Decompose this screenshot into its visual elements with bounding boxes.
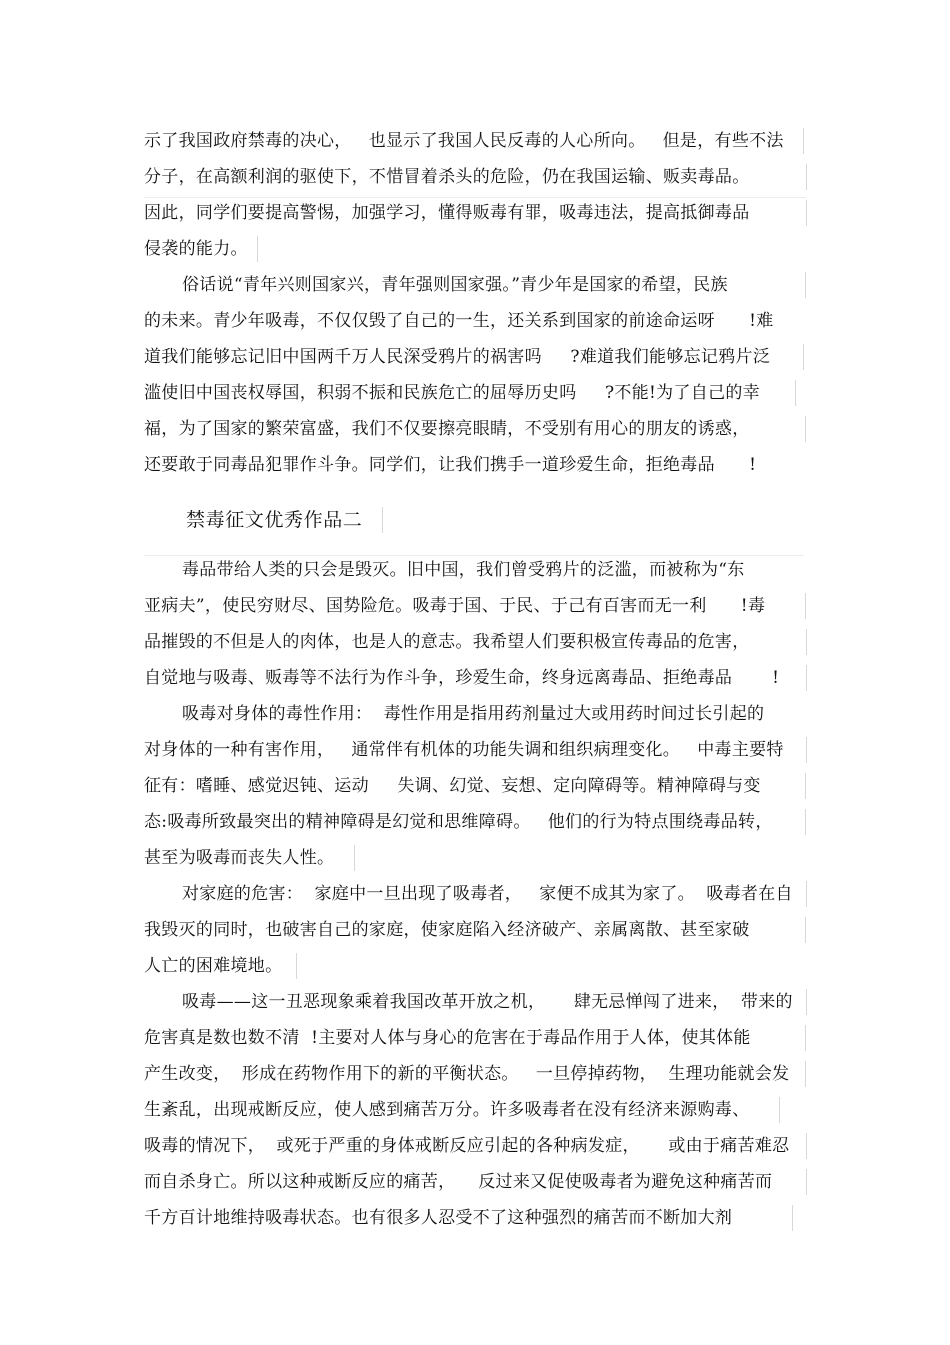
scan-artifact-rule <box>257 236 258 262</box>
scan-artifact-rule <box>805 593 806 619</box>
paragraph-line: 生紊乱，出现戒断反应，使人感到痛苦万分。许多吸毒者在没有经济来源购毒、 <box>144 1100 750 1120</box>
paragraph-line: 吸毒对身体的毒性作用： 毒性作用是指用药剂量过大或用药时间过长引起的 <box>182 704 765 724</box>
paragraph-line: 自觉地与吸毒、贩毒等不法行为作斗争，珍爱生命，终身远离毒品、拒绝毒品 ! <box>144 668 780 688</box>
scan-artifact-rule <box>806 881 807 907</box>
paragraph-line: 俗话说“青年兴则国家兴，青年强则国家强。”青少年是国家的希望，民族 <box>182 275 728 295</box>
paragraph-line: 甚至为吸毒而丧失人性。 <box>144 848 335 868</box>
scan-artifact-rule <box>806 665 807 691</box>
paragraph-line: 危害真是数也数不清 !主要对人体与身心的危害在于毒品作用于人体，使其体能 <box>144 1028 751 1048</box>
paragraph-line: 示了我国政府禁毒的决心， 也显示了我国人民反毒的人心所向。 但是，有些不法 <box>144 131 784 151</box>
paragraph-line: 侵袭的能力。 <box>144 239 248 259</box>
scan-artifact-rule <box>354 845 355 871</box>
paragraph-line: 产生改变， 形成在药物作用下的新的平衡状态。 一旦停掉药物， 生理功能就会发 <box>144 1064 790 1084</box>
scan-artifact-rule <box>805 773 806 799</box>
scan-artifact-rule <box>806 1133 807 1159</box>
section-heading: 禁毒征文优秀作品二 <box>186 509 363 531</box>
scan-artifact-rule <box>803 344 804 370</box>
scan-artifact-rule <box>296 953 297 979</box>
scan-artifact-rule <box>805 1061 806 1087</box>
scan-artifact-rule <box>805 272 806 298</box>
scan-artifact-rule <box>382 507 383 533</box>
scan-artifact-rule <box>805 416 806 442</box>
paragraph-line: 分子，在高额利润的驱使下，不惜冒着杀头的危险，仍在我国运输、贩卖毒品。 <box>144 167 750 187</box>
scan-artifact-rule <box>806 164 807 190</box>
paragraph-line: 毒品带给人类的只会是毁灭。旧中国，我们曾受鸦片的泛滥，而被称为“东 <box>182 560 745 580</box>
paragraph-line: 对身体的一种有害作用， 通常伴有机体的功能失调和组织病理变化。 中毒主要特 <box>144 740 784 760</box>
scan-artifact-rule <box>806 629 807 655</box>
scan-artifact-rule <box>806 737 807 763</box>
paragraph-line: 亚病夫”，使民穷财尽、国势险危。吸毒于国、于民、于己有百害而无一利 !毒 <box>144 596 766 616</box>
paragraph-line: 吸毒的情况下， 或死于严重的身体戒断反应引起的各种病发症， 或由于痛苦难忍 <box>144 1136 790 1156</box>
paragraph-line: 征有：嗜睡、感觉迟钝、运动 失调、幻觉、妄想、定向障碍等。精神障碍与变 <box>144 776 761 796</box>
paragraph-line: 的未来。青少年吸毒，不仅仅毁了自己的一生，还关系到国家的前途命运呀 !难 <box>144 311 774 331</box>
scan-artifact-rule <box>805 809 806 835</box>
scan-artifact-rule <box>795 380 796 406</box>
scan-artifact-rule <box>803 128 804 154</box>
paragraph-line: 滥使旧中国丧权辱国，积弱不振和民族危亡的屈辱历史吗 ?不能!为了自己的幸 <box>144 383 760 403</box>
paragraph-line: 还要敢于同毒品犯罪作斗争。同学们，让我们携手一道珍爱生命，拒绝毒品 ! <box>144 455 757 475</box>
paragraph-line: 因此，同学们要提高警惕，加强学习，懂得贩毒有罪，吸毒违法，提高抵御毒品 <box>144 203 750 223</box>
scan-artifact-rule <box>806 989 807 1015</box>
scan-artifact-rule <box>805 917 806 943</box>
paragraph-line: 福，为了国家的繁荣富盛，我们不仅要擦亮眼睛，不受别有用心的朋友的诱惑， <box>144 419 750 439</box>
paragraph-line: 我毁灭的同时，也破害自己的家庭，使家庭陷入经济破产、亲属离散、甚至家破 <box>144 920 750 940</box>
paragraph-line: 品摧毁的不但是人的肉体，也是人的意志。我希望人们要积极宣传毒品的危害， <box>144 632 750 652</box>
scan-artifact-rule <box>792 1205 793 1231</box>
paragraph-line: 对家庭的危害： 家庭中一旦出现了吸毒者， 家便不成其为家了。 吸毒者在自 <box>182 884 793 904</box>
scan-artifact-line <box>144 197 806 198</box>
scan-artifact-rule <box>806 1169 807 1195</box>
scan-artifact-rule <box>806 200 807 226</box>
paragraph-line: 人亡的困难境地。 <box>144 956 283 976</box>
scan-artifact-rule <box>779 1097 780 1123</box>
paragraph-line: 道我们能够忘记旧中国两千万人民深受鸦片的祸害吗 ?难道我们能够忘记鸦片泛 <box>144 347 771 367</box>
paragraph-line: 态:吸毒所致最突出的精神障碍是幻觉和思维障碍。 他们的行为特点围绕毒品转， <box>144 812 773 832</box>
scan-artifact-rule <box>805 1025 806 1051</box>
paragraph-line: 而自杀身亡。所以这种戒断反应的痛苦， 反过来又促使吸毒者为避免这种痛苦而 <box>144 1172 773 1192</box>
scan-artifact-line <box>144 555 804 556</box>
paragraph-line: 千方百计地维持吸毒状态。也有很多人忍受不了这种强烈的痛苦而不断加大剂 <box>144 1208 733 1228</box>
paragraph-line: 吸毒——这一丑恶现象乘着我国改革开放之机， 肆无忌惮闯了进来， 带来的 <box>182 992 793 1012</box>
